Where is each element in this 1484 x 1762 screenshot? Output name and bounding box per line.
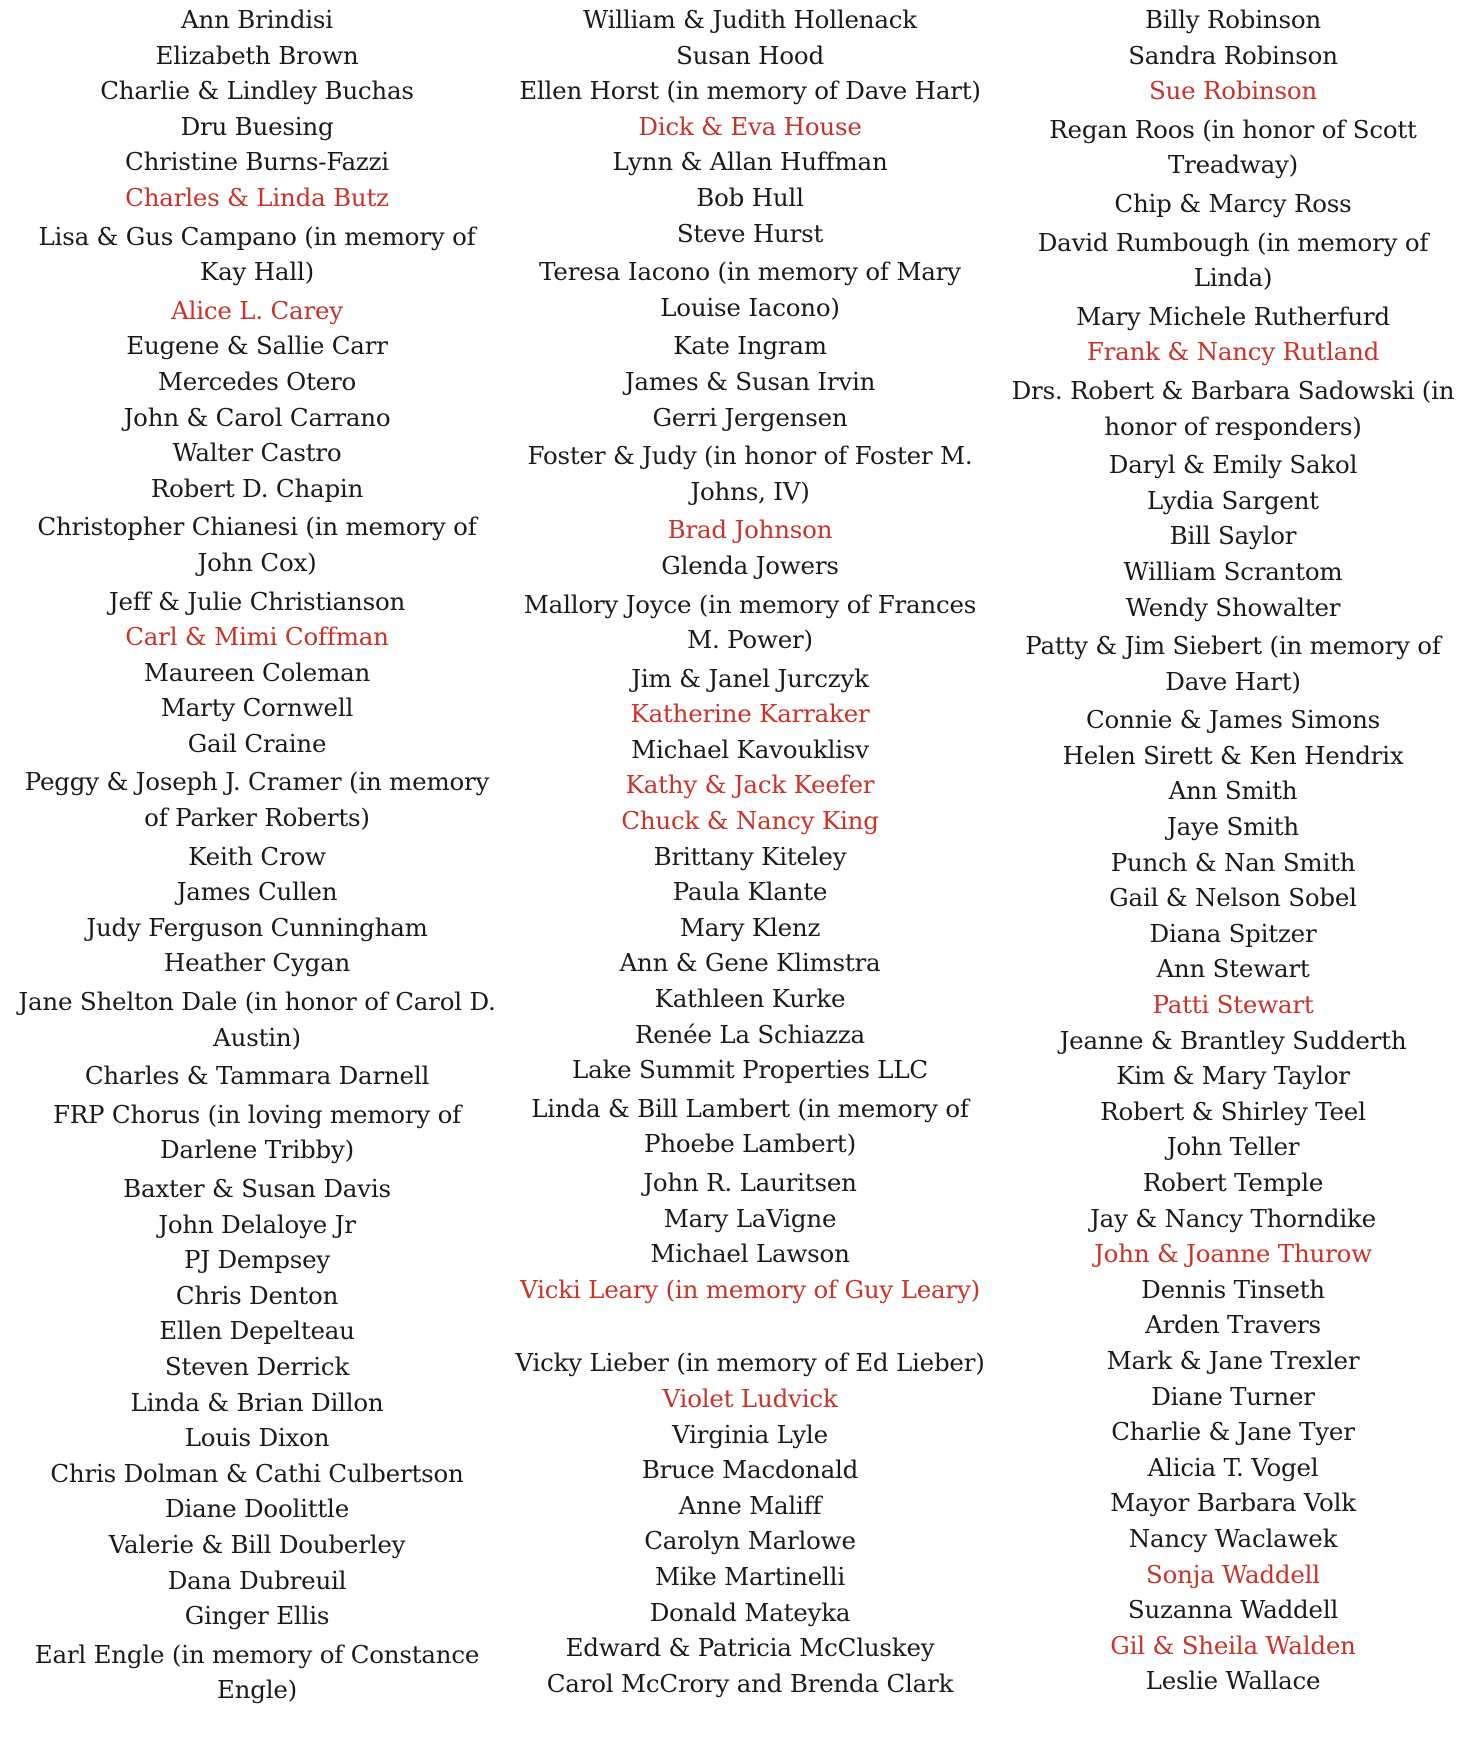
donor-name: Chris Denton	[175, 1280, 339, 1310]
donor-name: James & Susan Irvin	[624, 366, 876, 396]
donor-name: Mary LaVigne	[663, 1203, 837, 1233]
donor-name: Ann Brindisi	[181, 5, 333, 34]
donor-name: PJ Dempsey	[183, 1245, 331, 1275]
donor-name: Baxter & Susan Davis	[123, 1174, 391, 1203]
donor-name: Dick & Eva House	[638, 111, 862, 141]
donor-name: Kate Ingram	[673, 331, 827, 361]
donor-name: Dana Dubreuil	[167, 1565, 347, 1595]
donor-name: Renée La Schiazza	[635, 1019, 865, 1049]
donor-name: Steven Derrick	[164, 1351, 350, 1381]
donor-name: Mary Michele Rutherfurd	[1076, 301, 1390, 331]
donor-name: Walter Castro	[172, 438, 342, 468]
donor-name: Teresa Iacono (in memory of Mary Louise Iacono)	[539, 257, 961, 322]
donor-name: Steve Hurst	[676, 218, 824, 248]
donor-name: Diana Spitzer	[1149, 918, 1317, 948]
donor-name: Gerri Jergensen	[652, 402, 848, 432]
donor-name: Vicki Leary (in memory of Guy Leary)	[520, 1274, 980, 1304]
donor-name: Charlie & Lindley Buchas	[100, 76, 414, 106]
donor-name: Brittany Kiteley	[653, 841, 847, 871]
donor-name: Katherine Karraker	[630, 699, 870, 729]
donor-name: Carolyn Marlowe	[644, 1526, 856, 1556]
donor-name: Foster & Judy (in honor of Foster M. Johns, IV)	[527, 441, 973, 506]
donor-column-2	[510, 2, 990, 1762]
donor-name: John Delaloye Jr	[158, 1209, 356, 1239]
donor-name: Christopher Chianesi (in memory of John Cox)	[37, 512, 477, 577]
donor-name: Kathy & Jack Keefer	[625, 770, 875, 800]
donor-name: Ginger Ellis	[184, 1601, 330, 1631]
donor-name: Christine Burns-Fazzi	[125, 147, 389, 177]
donor-name: Peggy & Joseph J. Cramer (in memory of Parker Roberts)	[24, 767, 490, 833]
donor-name: Robert Temple	[1142, 1168, 1324, 1197]
donor-name: Donald Mateyka	[649, 1597, 851, 1627]
donor-name: Linda & Bill Lambert (in memory of Phoebe Lambert)	[531, 1093, 969, 1159]
donor-name: Ellen Depelteau	[159, 1316, 355, 1346]
donor-name: Judy Ferguson Cunningham	[86, 912, 428, 942]
donor-name: Carol McCrory and Brenda Clark	[546, 1668, 954, 1698]
donor-name: Jay & Nancy Thorndike	[1090, 1203, 1376, 1233]
donor-name: FRP Chorus (in loving memory of Darlene Tribby)	[53, 1099, 461, 1165]
donor-name: Billy Robinson	[1145, 5, 1321, 34]
donor-name: Drs. Robert & Barbara Sadowski (in honor of responders)	[1011, 375, 1455, 441]
donor-name: Ann & Gene Klimstra	[619, 948, 881, 978]
donor-name: Alicia T. Vogel	[1147, 1452, 1319, 1482]
donor-name: Nancy Waclawek	[1128, 1523, 1338, 1553]
donor-name: Jeff & Julie Christianson	[108, 586, 406, 616]
donor-name: Jim & Janel Jurczyk	[631, 663, 869, 693]
donor-name: Sandra Robinson	[1128, 40, 1338, 70]
donor-name: Gail & Nelson Sobel	[1109, 883, 1357, 913]
donor-name: Ann Stewart	[1156, 954, 1310, 984]
donor-name: Regan Roos (in honor of Scott Treadway)	[1049, 114, 1417, 180]
donor-name: Glenda Jowers	[661, 550, 839, 580]
donor-name: Gil & Sheila Walden	[1110, 1630, 1356, 1660]
donor-name: William & Judith Hollenack	[583, 5, 917, 34]
donor-name: Lydia Sargent	[1147, 485, 1319, 515]
donor-name: Valerie & Bill Douberley	[108, 1529, 406, 1559]
donor-name: Jeanne & Brantley Sudderth	[1059, 1025, 1407, 1055]
donor-name: Louis Dixon	[184, 1423, 330, 1453]
donor-name: Lynn & Allan Huffman	[612, 147, 888, 177]
donor-name: Sonja Waddell	[1146, 1559, 1320, 1589]
donor-name: Michael Lawson	[650, 1239, 850, 1269]
donor-name: Arden Travers	[1145, 1310, 1321, 1340]
donor-name: Mercedes Otero	[157, 366, 357, 396]
donor-name: Punch & Nan Smith	[1110, 847, 1356, 877]
donor-name: Susan Hood	[676, 40, 824, 70]
donor-name: John R. Lauritsen	[643, 1168, 857, 1197]
donor-name: Mike Martinelli	[655, 1561, 845, 1591]
donor-name: Edward & Patricia McCluskey	[565, 1633, 935, 1663]
donor-name: Lisa & Gus Campano (in memory of Kay Hall)	[38, 221, 476, 287]
donor-name: Mallory Joyce (in memory of Frances M. Power)	[523, 589, 977, 655]
donor-name: Sue Robinson	[1148, 76, 1318, 106]
donor-column-3	[990, 2, 1484, 1762]
donor-name: Robert & Shirley Teel	[1100, 1096, 1366, 1126]
donor-name: Bill Saylor	[1169, 521, 1297, 551]
donor-name: Jaye Smith	[1166, 812, 1300, 842]
donor-name: Charlie & Jane Tyer	[1111, 1417, 1355, 1447]
donor-name: Paula Klante	[672, 877, 828, 907]
donor-name: Dennis Tinseth	[1141, 1274, 1325, 1304]
donor-name: Diane Doolittle	[165, 1494, 349, 1524]
donor-name: Chuck & Nancy King	[621, 806, 879, 836]
donor-name: Bruce Macdonald	[641, 1455, 859, 1485]
donor-name: Mary Klenz	[679, 912, 821, 942]
donor-name: Helen Sirett & Ken Hendrix	[1062, 740, 1404, 770]
donor-name: Kathleen Kurke	[654, 984, 846, 1014]
donor-name: Keith Crow	[188, 841, 326, 871]
donor-name: Diane Turner	[1151, 1381, 1315, 1411]
donor-name: David Rumbough (in memory of Linda)	[1037, 227, 1429, 293]
donor-name: Jane Shelton Dale (in honor of Carol D. Austin)	[18, 987, 496, 1052]
donor-name: Kim & Mary Taylor	[1116, 1061, 1350, 1091]
donor-name: Mayor Barbara Volk	[1110, 1488, 1356, 1518]
donor-name: Anne Maliff	[678, 1490, 822, 1520]
donor-name: Lake Summit Properties LLC	[572, 1055, 928, 1085]
donor-name: Maureen Coleman	[143, 657, 371, 687]
donor-name: Chris Dolman & Cathi Culbertson	[50, 1458, 464, 1488]
donor-name: Frank & Nancy Rutland	[1086, 337, 1380, 367]
donor-name: Leslie Wallace	[1145, 1666, 1321, 1696]
donor-name: Chip & Marcy Ross	[1114, 188, 1352, 218]
donor-name: Suzanna Waddell	[1127, 1595, 1339, 1625]
donor-name: Ann Smith	[1168, 776, 1298, 806]
donor-name: John & Joanne Thurow	[1094, 1239, 1372, 1269]
donor-name: Patti Stewart	[1152, 990, 1314, 1020]
donor-name: Virginia Lyle	[672, 1419, 828, 1449]
donor-name: Dru Buesing	[180, 111, 334, 141]
donor-name: Vicky Lieber (in memory of Ed Lieber)	[515, 1348, 985, 1378]
donor-name: Marty Cornwell	[160, 693, 354, 723]
donor-name: John Teller	[1166, 1132, 1300, 1162]
donor-name: James Cullen	[176, 877, 338, 907]
donor-name: Michael Kavouklisv	[631, 734, 869, 764]
donor-name: Wendy Showalter	[1125, 592, 1341, 622]
donor-name: Daryl & Emily Sakol	[1108, 450, 1358, 480]
donor-name: Brad Johnson	[667, 515, 833, 545]
donor-name: William Scrantom	[1123, 556, 1343, 586]
donor-name: Mark & Jane Trexler	[1106, 1345, 1360, 1375]
donor-name: Elizabeth Brown	[155, 40, 359, 70]
donor-column-1	[0, 2, 510, 1762]
donor-name: Eugene & Sallie Carr	[126, 331, 388, 361]
donor-name: Robert D. Chapin	[150, 473, 364, 503]
donor-name: Ellen Horst (in memory of Dave Hart)	[519, 76, 981, 106]
donor-name: Charles & Tammara Darnell	[84, 1061, 430, 1091]
donor-name: Patty & Jim Siebert (in memory of Dave Hart)	[1025, 631, 1441, 696]
donor-name: Gail Craine	[187, 728, 327, 758]
donor-name: Connie & James Simons	[1085, 705, 1381, 735]
donor-name: John & Carol Carrano	[123, 402, 391, 432]
donor-name: Heather Cygan	[163, 948, 351, 978]
donor-name: Earl Engle (in memory of Constance Engle)	[34, 1639, 480, 1705]
donor-name: Bob Hull	[696, 182, 804, 212]
donor-name: Linda & Brian Dillon	[130, 1387, 384, 1417]
donor-name: Charles & Linda Butz	[125, 182, 389, 212]
donor-name: Violet Ludvick	[662, 1383, 838, 1413]
donor-name: Carl & Mimi Coffman	[125, 622, 389, 652]
donor-name: Alice L. Carey	[171, 295, 343, 325]
